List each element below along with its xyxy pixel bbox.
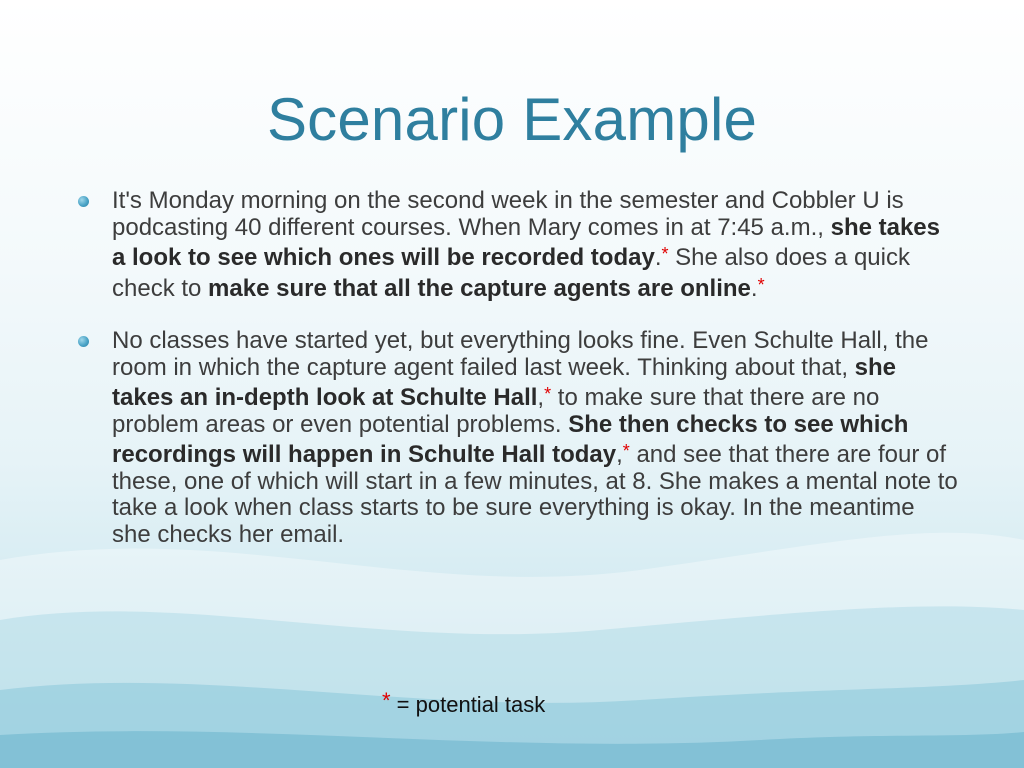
bullet-text: , bbox=[537, 384, 545, 411]
bullet-item bbox=[78, 328, 958, 548]
bullet-text: to make sure that there are no problem areas or even potential problems. bbox=[112, 384, 880, 438]
task-marker: * bbox=[661, 244, 669, 264]
bullet-bold-text: she takes a look to see which ones will be recorded today bbox=[112, 213, 940, 271]
footnote-text: = potential task bbox=[390, 692, 546, 717]
footnote bbox=[382, 688, 545, 718]
bullet-text: . bbox=[654, 244, 662, 271]
bullet-text: , bbox=[616, 441, 623, 468]
bullet-bold-text: she takes an in-depth look at Schulte Hall bbox=[112, 353, 897, 411]
bullet-text: and see that there are four of these, one of which will start in a few minutes, at 8. She makes a mental note to take a look when class starts to be sure everything is okay. In the meantime she checks her email. bbox=[112, 441, 958, 548]
task-marker: * bbox=[757, 274, 765, 295]
bullet-text: She also does a quick check to bbox=[112, 244, 910, 302]
task-marker: * bbox=[382, 688, 391, 713]
bullet-bold-text: She then checks to see which recordings will happen in Schulte Hall today bbox=[112, 410, 909, 468]
slide-title: Scenario Example bbox=[266, 86, 758, 153]
bullet-dot-icon bbox=[78, 196, 89, 207]
slide-body bbox=[78, 188, 958, 548]
bullet-bold-text: make sure that all the capture agents are online bbox=[208, 274, 751, 302]
task-marker: * bbox=[622, 441, 630, 461]
bullet-text: It's Monday morning on the second week in the semester and Cobbler U is podcasting 40 different courses. When Mary comes in at 7:45 a.m., bbox=[112, 187, 904, 241]
bullet-text: . bbox=[750, 274, 758, 302]
bullet-dot-icon bbox=[78, 336, 89, 347]
bullet-text: No classes have started yet, but everything looks fine. Even Schulte Hall, the room in which the capture agent failed last week. Thinking about that, bbox=[112, 327, 929, 381]
bullet-item bbox=[78, 188, 958, 302]
task-marker: * bbox=[544, 384, 552, 404]
